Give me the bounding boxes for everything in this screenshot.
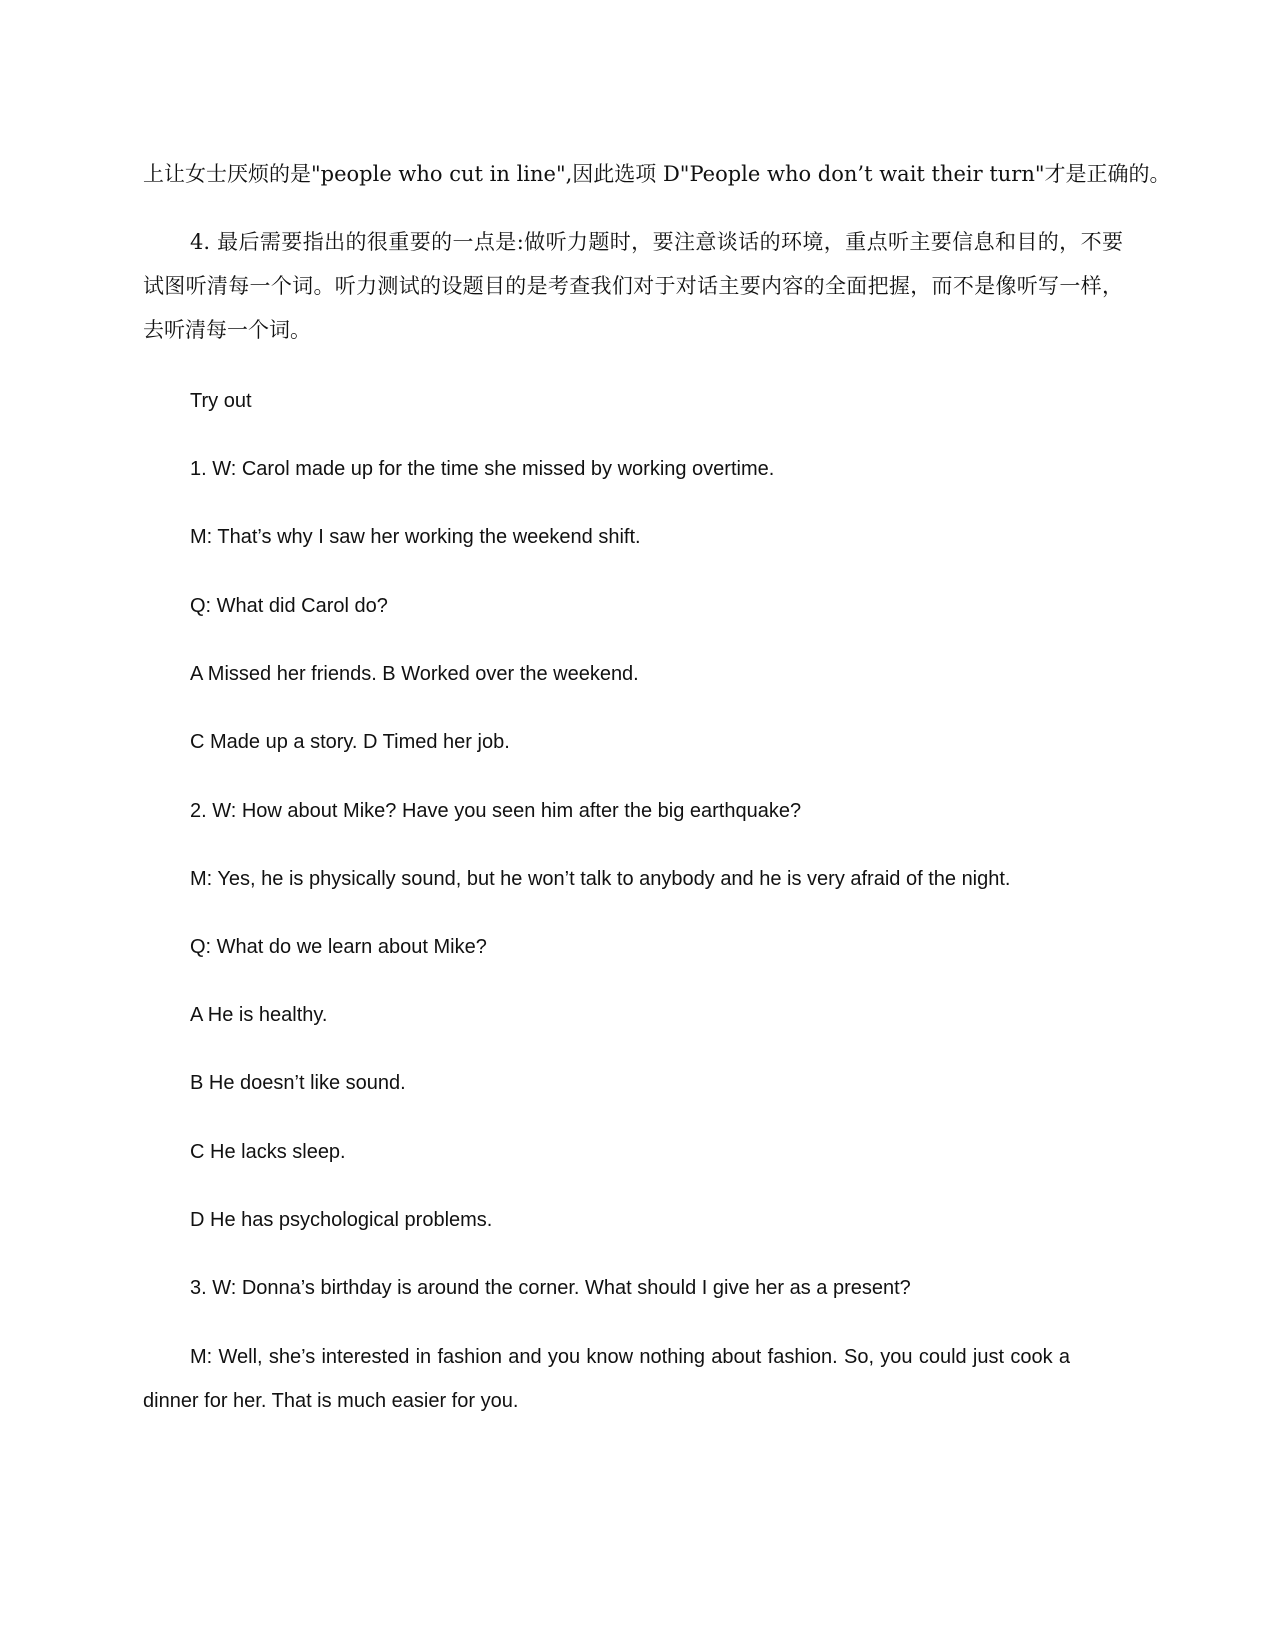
q2-woman: 2. W: How about Mike? Have you seen him after the big earthquake? — [190, 800, 802, 822]
intro-continuation: 上让女士厌烦的是"people who cut in line",因此选项 D"People who don’t wait their turn"才是正确的。 — [143, 162, 1171, 186]
q1-options-ab: A Missed her friends. B Worked over the weekend. — [190, 663, 639, 685]
q2-option-a: A He is healthy. — [190, 1004, 328, 1026]
q2-option-b: B He doesn’t like sound. — [190, 1072, 406, 1094]
q3-man-line-2: dinner for her. That is much easier for you. — [143, 1390, 519, 1412]
point-4-line-2: 试图听清每一个词。听力测试的设题目的是考查我们对于对话主要内容的全面把握，而不是像听写一样， — [143, 274, 1123, 298]
q3-man-line-1: M: Well, she’s interested in fashion and you know nothing about fashion. So, you could just cook a — [190, 1346, 1070, 1368]
point-4-line-1: 4. 最后需要指出的很重要的一点是:做听力题时，要注意谈话的环境，重点听主要信息和目的，不要 — [190, 230, 1123, 254]
q1-question: Q: What did Carol do? — [190, 595, 388, 617]
q1-options-cd: C Made up a story. D Timed her job. — [190, 731, 510, 753]
q2-man: M: Yes, he is physically sound, but he won’t talk to anybody and he is very afraid of the night. — [190, 868, 1011, 890]
q2-question: Q: What do we learn about Mike? — [190, 936, 487, 958]
q2-option-c: C He lacks sleep. — [190, 1141, 346, 1163]
section-title: Try out — [190, 390, 252, 412]
q1-woman: 1. W: Carol made up for the time she missed by working overtime. — [190, 458, 775, 480]
q3-woman: 3. W: Donna’s birthday is around the corner. What should I give her as a present? — [190, 1277, 911, 1299]
q2-option-d: D He has psychological problems. — [190, 1209, 493, 1231]
point-4-line-3: 去听清每一个词。 — [143, 318, 311, 342]
q1-man: M: That’s why I saw her working the weekend shift. — [190, 526, 641, 548]
